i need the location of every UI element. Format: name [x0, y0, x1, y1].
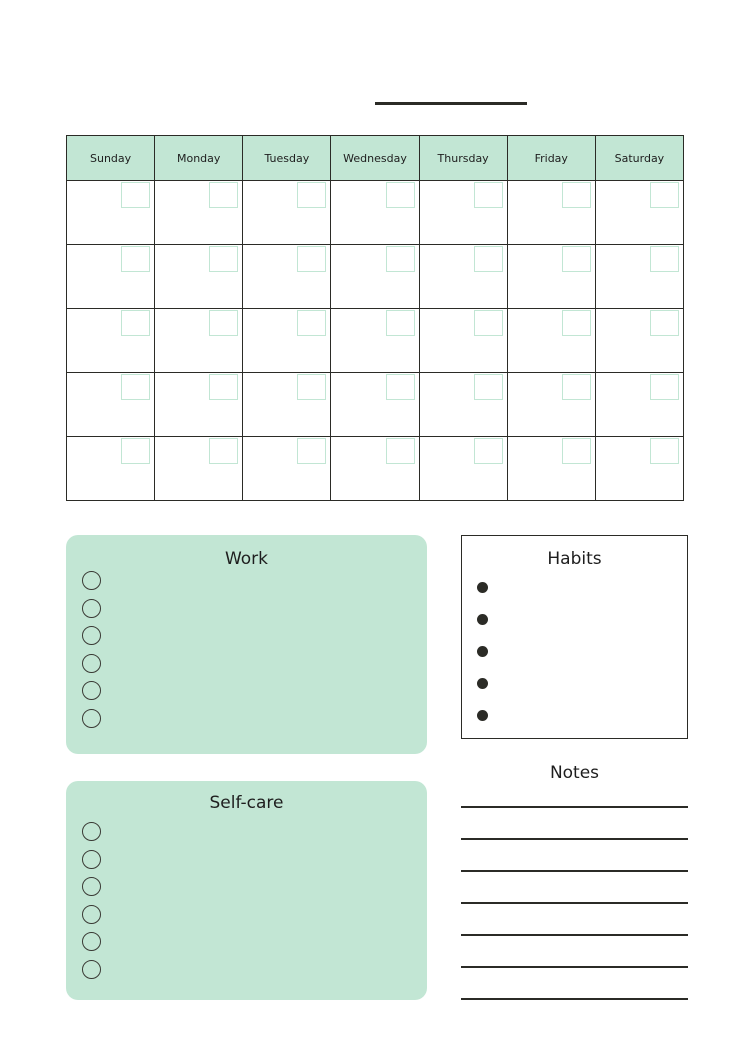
notes-title: Notes: [549, 763, 600, 783]
date-number-box: [386, 310, 415, 336]
self-care-checkbox[interactable]: [82, 960, 101, 979]
weekday-header-row: [67, 136, 684, 181]
date-number-box: [297, 182, 326, 208]
date-number-box: [562, 310, 591, 336]
date-number-box: [650, 438, 679, 464]
calendar-day-cell[interactable]: [67, 437, 155, 501]
date-number-box: [562, 438, 591, 464]
habits-list: [477, 582, 488, 742]
calendar-day-cell[interactable]: [507, 309, 595, 373]
self-care-checkbox[interactable]: [82, 850, 101, 869]
date-number-box: [386, 182, 415, 208]
date-number-box: [297, 246, 326, 272]
calendar-day-cell[interactable]: [595, 245, 683, 309]
calendar-day-cell[interactable]: [155, 373, 243, 437]
weekday-wednesday: Wednesday: [331, 136, 419, 181]
date-number-box: [121, 438, 150, 464]
date-number-box: [121, 310, 150, 336]
self-care-checkbox[interactable]: [82, 822, 101, 841]
calendar-day-cell[interactable]: [331, 437, 419, 501]
calendar-day-cell[interactable]: [331, 245, 419, 309]
calendar-day-cell[interactable]: [595, 373, 683, 437]
calendar-day-cell[interactable]: [155, 309, 243, 373]
work-checkbox[interactable]: [82, 571, 101, 590]
calendar-day-cell[interactable]: [331, 309, 419, 373]
habits-title: Habits: [547, 549, 602, 569]
calendar-week-row: [67, 181, 684, 245]
date-number-box: [474, 310, 503, 336]
calendar-week-row: [67, 373, 684, 437]
calendar-day-cell[interactable]: [595, 181, 683, 245]
date-number-box: [209, 374, 238, 400]
note-line: [461, 870, 688, 872]
calendar-day-cell[interactable]: [67, 309, 155, 373]
habit-bullet-icon: [477, 710, 488, 721]
date-number-box: [650, 310, 679, 336]
self-care-panel: [66, 781, 427, 1000]
date-number-box: [386, 438, 415, 464]
calendar-grid: [66, 135, 684, 501]
work-checklist: [82, 571, 101, 737]
date-number-box: [562, 246, 591, 272]
date-number-box: [474, 182, 503, 208]
self-care-checkbox[interactable]: [82, 905, 101, 924]
calendar-day-cell[interactable]: [419, 437, 507, 501]
calendar-week-row: [67, 245, 684, 309]
calendar-day-cell[interactable]: [243, 309, 331, 373]
date-number-box: [650, 246, 679, 272]
calendar-day-cell[interactable]: [419, 245, 507, 309]
note-line: [461, 902, 688, 904]
self-care-title: Self-care: [209, 793, 284, 813]
calendar-day-cell[interactable]: [507, 373, 595, 437]
habits-box: [461, 535, 688, 739]
self-care-checkbox[interactable]: [82, 932, 101, 951]
weekday-saturday: Saturday: [595, 136, 683, 181]
calendar-weeks: [67, 181, 684, 501]
note-line: [461, 966, 688, 968]
date-number-box: [209, 310, 238, 336]
work-checkbox[interactable]: [82, 626, 101, 645]
note-line: [461, 934, 688, 936]
date-number-box: [474, 374, 503, 400]
date-number-box: [297, 310, 326, 336]
date-number-box: [562, 374, 591, 400]
date-number-box: [121, 246, 150, 272]
date-number-box: [386, 246, 415, 272]
date-number-box: [209, 246, 238, 272]
weekday-monday: Monday: [155, 136, 243, 181]
calendar-day-cell[interactable]: [67, 373, 155, 437]
date-number-box: [121, 374, 150, 400]
self-care-checklist: [82, 822, 101, 988]
calendar-day-cell[interactable]: [595, 437, 683, 501]
date-number-box: [297, 438, 326, 464]
date-number-box: [562, 182, 591, 208]
title-underline: [375, 102, 527, 105]
weekday-tuesday: Tuesday: [243, 136, 331, 181]
calendar-week-row: [67, 309, 684, 373]
date-number-box: [386, 374, 415, 400]
self-care-checkbox[interactable]: [82, 877, 101, 896]
work-panel: [66, 535, 427, 754]
calendar-day-cell[interactable]: [331, 373, 419, 437]
date-number-box: [209, 438, 238, 464]
note-line: [461, 838, 688, 840]
calendar-day-cell[interactable]: [507, 245, 595, 309]
calendar-day-cell[interactable]: [243, 373, 331, 437]
calendar-day-cell[interactable]: [419, 181, 507, 245]
calendar-day-cell[interactable]: [155, 437, 243, 501]
work-checkbox[interactable]: [82, 599, 101, 618]
weekday-friday: Friday: [507, 136, 595, 181]
date-number-box: [474, 438, 503, 464]
work-checkbox[interactable]: [82, 709, 101, 728]
date-number-box: [650, 374, 679, 400]
calendar-day-cell[interactable]: [67, 181, 155, 245]
habit-bullet-icon: [477, 678, 488, 689]
notes-lines: [461, 806, 688, 1030]
calendar-day-cell[interactable]: [507, 437, 595, 501]
work-title: Work: [224, 549, 269, 569]
work-checkbox[interactable]: [82, 681, 101, 700]
calendar-day-cell[interactable]: [243, 437, 331, 501]
calendar-day-cell[interactable]: [419, 373, 507, 437]
date-number-box: [297, 374, 326, 400]
calendar-day-cell[interactable]: [507, 181, 595, 245]
calendar-day-cell[interactable]: [243, 245, 331, 309]
date-number-box: [650, 182, 679, 208]
calendar-day-cell[interactable]: [595, 309, 683, 373]
work-checkbox[interactable]: [82, 654, 101, 673]
calendar-day-cell[interactable]: [155, 181, 243, 245]
calendar-day-cell[interactable]: [155, 245, 243, 309]
habit-bullet-icon: [477, 582, 488, 593]
date-number-box: [209, 182, 238, 208]
monthly-calendar: [66, 135, 684, 501]
habit-bullet-icon: [477, 646, 488, 657]
note-line: [461, 806, 688, 808]
date-number-box: [121, 182, 150, 208]
date-number-box: [474, 246, 503, 272]
calendar-day-cell[interactable]: [331, 181, 419, 245]
calendar-day-cell[interactable]: [419, 309, 507, 373]
calendar-day-cell[interactable]: [243, 181, 331, 245]
weekday-sunday: Sunday: [67, 136, 155, 181]
calendar-day-cell[interactable]: [67, 245, 155, 309]
habit-bullet-icon: [477, 614, 488, 625]
calendar-week-row: [67, 437, 684, 501]
note-line: [461, 998, 688, 1000]
weekday-thursday: Thursday: [419, 136, 507, 181]
